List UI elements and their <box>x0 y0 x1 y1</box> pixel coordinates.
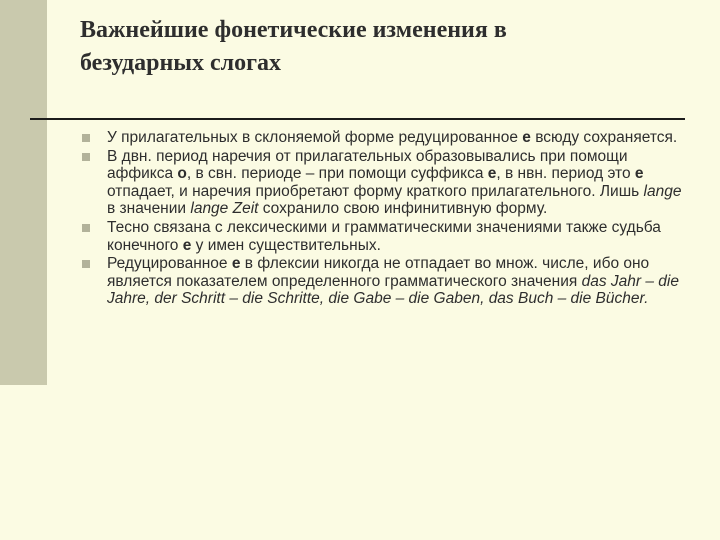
bullet-list <box>82 129 682 309</box>
bold-letter: е <box>231 255 241 273</box>
text-run: в флексии никогда не отпадает во множ. числе, ибо оно является показателем определенного грамматического значения <box>107 255 650 290</box>
bullet-text <box>107 219 682 254</box>
slide-title <box>80 14 680 80</box>
italic-example: lange <box>643 182 682 200</box>
bullet-text <box>107 255 682 308</box>
bullet-item <box>82 129 682 147</box>
left-accent-bar <box>0 0 47 385</box>
bold-letter: е <box>182 236 192 254</box>
text-run: Редуцированное <box>107 255 232 273</box>
title-line-2: безударных слогах <box>80 50 282 76</box>
text-run: , в свн. периоде – при помощи суффикса <box>186 165 488 183</box>
text-run: у имен существительных. <box>191 236 381 254</box>
text-run: Тесно связана с лексическими и грамматическими значениями также судьба конечного <box>107 218 661 254</box>
text-run: отпадает, и наречия приобретают форму краткого прилагательного. Лишь <box>107 182 644 200</box>
bold-letter: е <box>487 165 497 183</box>
text-run: , в нвн. период это <box>496 165 635 183</box>
bullet-item <box>82 148 682 218</box>
title-line-1: Важнейшие фонетические изменения в <box>80 17 507 43</box>
bullet-text <box>107 129 682 147</box>
bold-letter: е <box>634 165 644 183</box>
text-run: всюду сохраняется. <box>530 129 678 146</box>
square-bullet-icon <box>82 260 90 268</box>
text-run: сохранило свою инфинитивную форму. <box>258 200 548 218</box>
text-run: В двн. период наречия от прилагательных образовывались при помощи аффикса <box>107 147 628 183</box>
bullet-item <box>82 219 682 254</box>
bullet-text <box>107 148 682 218</box>
square-bullet-icon <box>82 224 90 232</box>
title-divider <box>30 118 685 120</box>
text-run: У прилагательных в склоняемой форме редуцированное <box>107 129 523 146</box>
square-bullet-icon <box>82 134 90 142</box>
square-bullet-icon <box>82 153 90 161</box>
text-run: в значении <box>107 200 191 218</box>
italic-example: lange Zeit <box>190 200 259 218</box>
bullet-item <box>82 255 682 308</box>
italic-example: das Jahr – die Jahre, der Schritt – die Schritte, die Gabe – die Gaben, das Buch – die Bücher. <box>107 272 679 308</box>
bold-letter: е <box>522 129 531 146</box>
bold-letter: о <box>177 165 187 183</box>
